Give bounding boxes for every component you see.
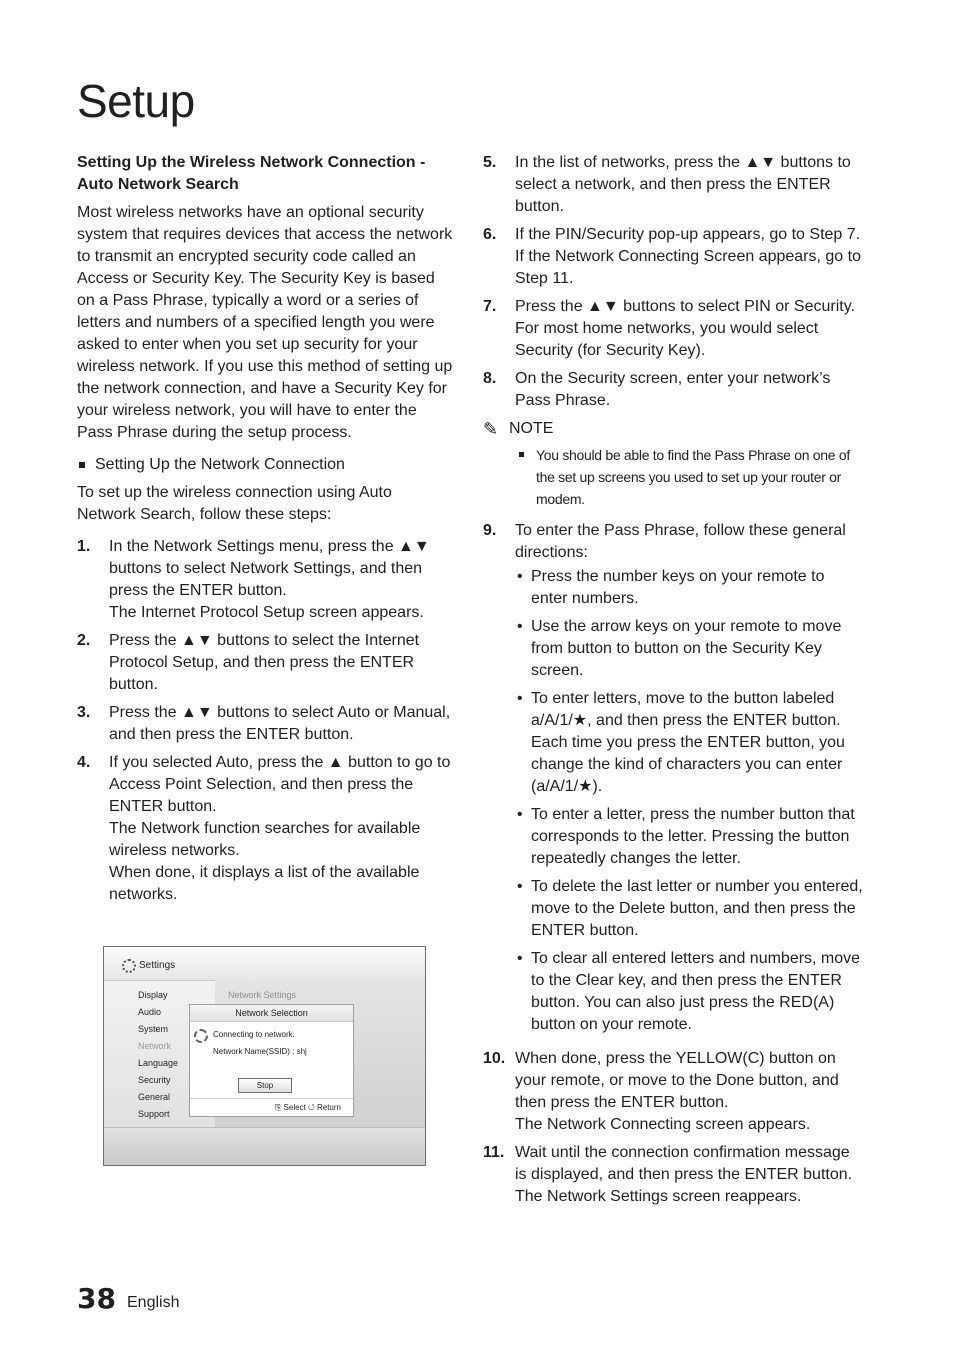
loading-spinner-icon [194, 1029, 208, 1043]
step-text: If you selected Auto, press the ▲ button to go to Access Point Selection, and then press the ENTER button. [109, 754, 451, 815]
step-text: When done, press the YELLOW(C) button on your remote, or move to the Done button, and then press the ENTER button. [515, 1050, 839, 1111]
subheading-text: Setting Up the Network Connection [95, 456, 345, 473]
step-text: The Network Connecting screen appears. [515, 1116, 811, 1133]
step-text: In the list of networks, press the ▲▼ buttons to select a network, and then press the ENTER button. [515, 154, 851, 215]
bullet-item [515, 948, 863, 1036]
popup-ssid: Network Name(SSID) : shj [213, 1047, 307, 1056]
step-text: Wait until the connection confirmation message is displayed, and then press the ENTER button. The Network Settings screen reappears. [515, 1144, 853, 1205]
note-label: NOTE [509, 420, 554, 437]
bullet-text: To enter letters, move to the button labeled a/A/1/★, and then press the ENTER button. Each time you press the ENTER button, you change the kind of characters you can enter (a/A/1/★). [531, 690, 845, 795]
stop-button: Stop [238, 1078, 292, 1093]
step-number: 5. [483, 154, 497, 171]
step-text: When done, it displays a list of the available networks. [109, 864, 420, 903]
step-number: 2. [77, 632, 91, 649]
step-text: The Network function searches for available wireless networks. [109, 820, 421, 859]
bullet-item [515, 566, 863, 610]
step-item [483, 1048, 863, 1136]
screen-bottom-bar [104, 1127, 425, 1165]
step-text: On the Security screen, enter your network’s Pass Phrase. [515, 370, 831, 409]
menu-item-general: General [138, 1092, 171, 1102]
right-column [483, 152, 863, 1214]
screen-menu [138, 989, 178, 1125]
lead-paragraph: To set up the wireless connection using Auto Network Search, follow these steps: [77, 484, 392, 523]
bullet-text: Use the arrow keys on your remote to move from button to button on the Security Key screen. [531, 618, 842, 679]
bullet-dot-icon: • [517, 878, 523, 895]
note-text: You should be able to find the Pass Phrase on one of the set up screens you used to set up your router or modem. [536, 447, 850, 507]
screen-settings-title [122, 959, 175, 973]
step-number: 9. [483, 522, 497, 539]
square-bullet-icon [519, 452, 524, 457]
menu-item-network: Network [138, 1041, 172, 1051]
step-item [77, 702, 453, 746]
step-number: 11. [483, 1144, 505, 1161]
step-text: Press the ▲▼ buttons to select the Internet Protocol Setup, and then press the ENTER button. [109, 632, 420, 693]
step-item [483, 520, 863, 1042]
settings-label: Settings [139, 960, 176, 971]
menu-item-system: System [138, 1024, 169, 1034]
step-number: 3. [77, 704, 91, 721]
right-step-9 [483, 520, 863, 1042]
left-column [77, 152, 453, 912]
popup-title: Network Selection [190, 1005, 353, 1022]
pencil-note-icon: ✎ [483, 419, 499, 439]
step-item [483, 152, 863, 218]
step-text: Press the ▲▼ buttons to select Auto or Manual, and then press the ENTER button. [109, 704, 451, 743]
page-title: Setup [77, 75, 195, 127]
step-item [77, 536, 453, 624]
step-number: 4. [77, 754, 91, 771]
bullet-dot-icon: • [517, 568, 523, 585]
note-item [515, 444, 863, 510]
menu-item-support: Support [138, 1109, 170, 1119]
step-item [483, 368, 863, 412]
square-bullet-icon [79, 462, 85, 468]
page-number: 38 [77, 1282, 116, 1315]
step-number: 1. [77, 538, 91, 555]
step-item [77, 630, 453, 696]
bullet-dot-icon: • [517, 806, 523, 823]
menu-item-display: Display [138, 990, 168, 1000]
screen-top-bar [104, 947, 425, 981]
step-text: In the Network Settings menu, press the ▲▼ buttons to select Network Settings, and then press the ENTER button. [109, 538, 430, 599]
right-steps-b [483, 1048, 863, 1208]
menu-item-audio: Audio [138, 1007, 162, 1017]
step-text: The Internet Protocol Setup screen appears. [109, 604, 424, 621]
left-steps [77, 536, 453, 906]
step-item [483, 296, 863, 362]
bullet-text: To clear all entered letters and numbers, move to the Clear key, and then press the ENTER button. You can also just press the RED(A) button on your remote. [531, 950, 861, 1033]
menu-item-security: Security [138, 1075, 171, 1085]
popup-footer: ⎘ Select ↺ Return [190, 1098, 353, 1116]
bullet-dot-icon: • [517, 950, 523, 967]
step-item [483, 1142, 863, 1208]
right-steps-a [483, 152, 863, 412]
bullet-item [515, 804, 863, 870]
step-text: Press the ▲▼ buttons to select PIN or Security. [515, 298, 855, 315]
bullet-dot-icon: • [517, 618, 523, 635]
bullet-text: Press the number keys on your remote to enter numbers. [531, 568, 825, 607]
bullet-item [515, 616, 863, 682]
intro-paragraph: Most wireless networks have an optional security system that requires devices that access the network to transmit an encrypted security code called an Access or Security Key. The Security Key is based on a Pass Phrase, typically a word or a series of letters and numbers of a specified length you were asked to enter when you set up security for your wireless network. If you use this method of setting up the network connection, and have a Security Key for your wireless network, you will have to enter the Pass Phrase during the setup process. [77, 204, 453, 441]
network-selection-popup [189, 1004, 354, 1117]
step-item [77, 752, 453, 906]
step-number: 10. [483, 1050, 506, 1067]
step-item [483, 224, 863, 290]
step-text: To enter the Pass Phrase, follow these general directions: [515, 522, 846, 561]
bullet-item [515, 688, 863, 798]
step-text: For most home networks, you would select Security (for Security Key). [515, 320, 819, 359]
gear-icon [122, 959, 136, 973]
popup-status: Connecting to network. [213, 1030, 295, 1039]
bullet-text: To enter a letter, press the number button that corresponds to the letter. Pressing the button repeatedly changes the letter. [531, 806, 855, 867]
panel-title: Network Settings [228, 990, 297, 1000]
page-language: English [127, 1294, 180, 1311]
bullet-item [515, 876, 863, 942]
bullet-dot-icon: • [517, 690, 523, 707]
step-number: 8. [483, 370, 497, 387]
bullet-text: To delete the last letter or number you entered, move to the Delete button, and then press the ENTER button. [531, 878, 863, 939]
settings-screen-illustration [103, 946, 426, 1166]
step-text: If the PIN/Security pop-up appears, go to Step 7. If the Network Connecting Screen appears, go to Step 11. [515, 226, 861, 287]
step-number: 6. [483, 226, 497, 243]
step-number: 7. [483, 298, 497, 315]
subheading [77, 454, 453, 476]
section-heading: Setting Up the Wireless Network Connection - Auto Network Search [77, 154, 426, 193]
direction-bullets [515, 566, 863, 1036]
note-heading [483, 418, 863, 440]
menu-item-language: Language [138, 1058, 179, 1068]
